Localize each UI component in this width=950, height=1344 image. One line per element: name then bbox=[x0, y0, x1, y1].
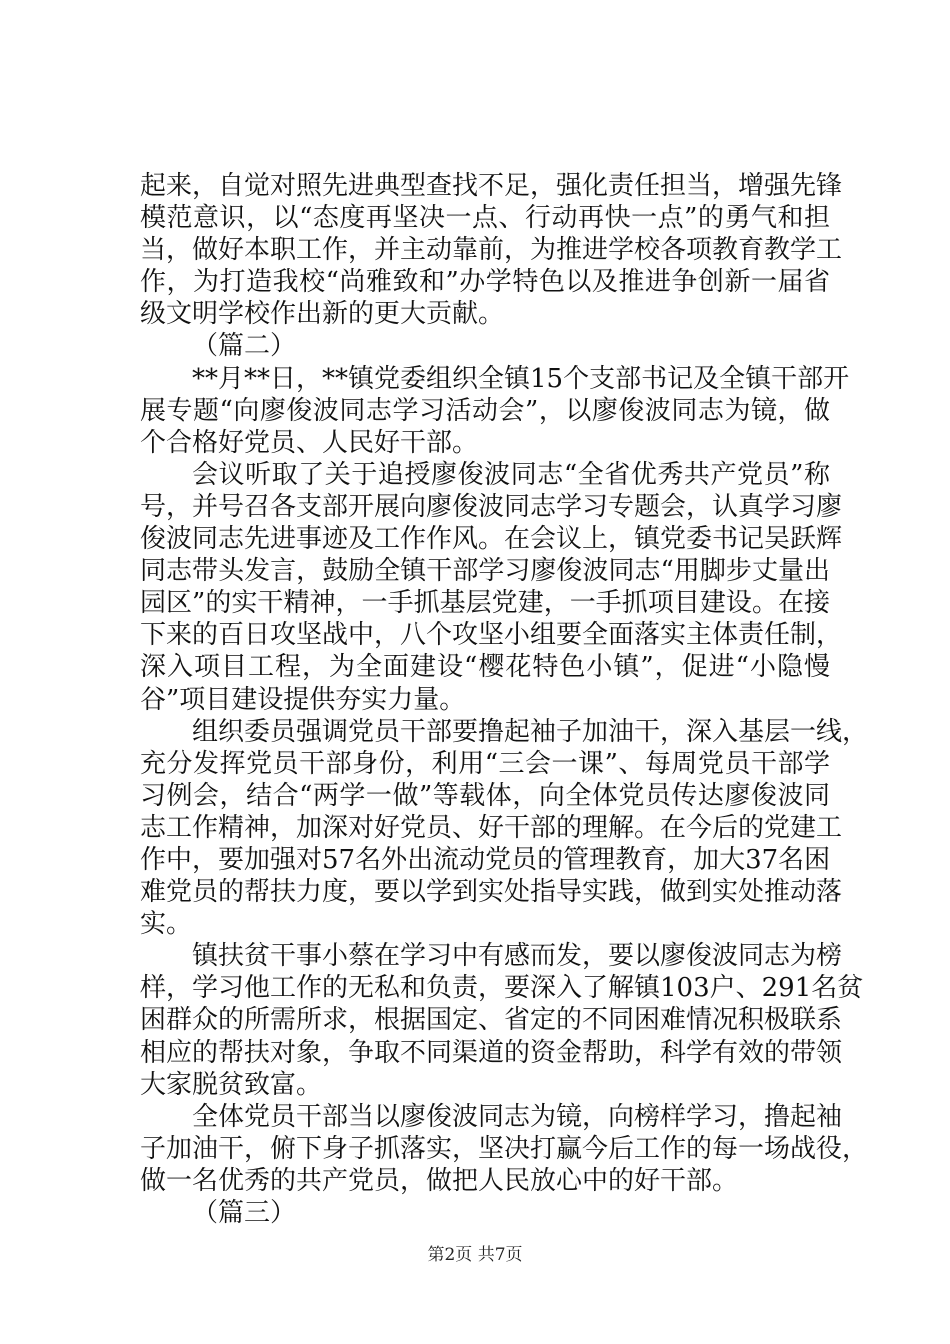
text-line: 号，并号召各支部开展向廖俊波同志学习专题会，认真学习廖 bbox=[140, 491, 843, 522]
text-line: 会议听取了关于追授廖俊波同志“全省优秀共产党员”称 bbox=[192, 459, 830, 490]
section-heading: （篇三） bbox=[192, 1198, 297, 1228]
text-line: 志工作精神，加深对好党员、好干部的理解。在今后的党建工 bbox=[140, 812, 843, 843]
text-line: 习例会，结合“两学一做”等载体，向全体党员传达廖俊波同 bbox=[140, 780, 830, 811]
page-footer bbox=[0, 1240, 950, 1265]
text-line: 起来，自觉对照先进典型查找不足，强化责任担当，增强先锋 bbox=[140, 171, 843, 201]
text-line: 俊波同志先进事迹及工作作风。在会议上，镇党委书记吴跃辉 bbox=[140, 524, 843, 555]
text-line: 模范意识，以“态度再坚决一点、行动再快一点”的勇气和担 bbox=[140, 203, 830, 234]
text-line: 同志带头发言，鼓励全镇干部学习廖俊波同志“用脚步丈量出 bbox=[140, 556, 830, 587]
text-line: 谷”项目建设提供夯实力量。 bbox=[140, 684, 466, 715]
text-line: 组织委员强调党员干部要撸起袖子加油干，深入基层一线， bbox=[192, 716, 869, 747]
page-number-label: 第2页 共7页 bbox=[427, 1245, 523, 1265]
text-line: 全体党员干部当以廖俊波同志为镜，向榜样学习，撸起袖 bbox=[192, 1101, 843, 1132]
text-line: 当，做好本职工作，并主动靠前，为推进学校各项教育教学工 bbox=[140, 235, 843, 266]
text-line: 作中，要加强对57名外出流动党员的管理教育，加大37名困 bbox=[140, 844, 831, 875]
text-line: 下来的百日攻坚战中，八个攻坚小组要全面落实主体责任制， bbox=[140, 620, 843, 651]
section-heading: （篇二） bbox=[192, 331, 297, 362]
text-line: 困群众的所需所求，根据国定、省定的不同困难情况积极联系 bbox=[140, 1005, 843, 1036]
text-line: **月**日，**镇党委组织全镇15个支部书记及全镇干部开 bbox=[192, 363, 850, 394]
text-line: 样，学习他工作的无私和负责，要深入了解镇103户、291名贫 bbox=[140, 973, 864, 1004]
text-line: 园区”的实干精神，一手抓基层党建，一手抓项目建设。在接 bbox=[140, 588, 830, 619]
text-line: 个合格好党员、人民好干部。 bbox=[140, 427, 479, 458]
text-line: 做一名优秀的共产党员，做把人民放心中的好干部。 bbox=[140, 1165, 739, 1196]
text-line: 充分发挥党员干部身份，利用“三会一课”、每周党员干部学 bbox=[140, 748, 830, 779]
text-line: 难党员的帮扶力度，要以学到实处指导实践，做到实处推动落 bbox=[140, 877, 843, 908]
text-line: 相应的帮扶对象，争取不同渠道的资金帮助，科学有效的带领 bbox=[140, 1037, 843, 1068]
text-line: 展专题“向廖俊波同志学习活动会”，以廖俊波同志为镜，做 bbox=[140, 395, 830, 426]
text-line: 实。 bbox=[140, 909, 193, 940]
text-line: 作，为打造我校“尚雅致和”办学特色以及推进争创新一届省 bbox=[140, 267, 830, 298]
text-line: 镇扶贫干事小蔡在学习中有感而发，要以廖俊波同志为榜 bbox=[192, 941, 843, 972]
document-body bbox=[140, 170, 869, 1229]
text-line: 大家脱贫致富。 bbox=[140, 1069, 323, 1100]
text-line: 深入项目工程，为全面建设“樱花特色小镇”，促进“小隐慢 bbox=[140, 652, 830, 683]
text-line: 子加油干，俯下身子抓落实，坚决打赢今后工作的每一场战役， bbox=[140, 1133, 869, 1164]
text-line: 级文明学校作出新的更大贡献。 bbox=[140, 299, 505, 330]
